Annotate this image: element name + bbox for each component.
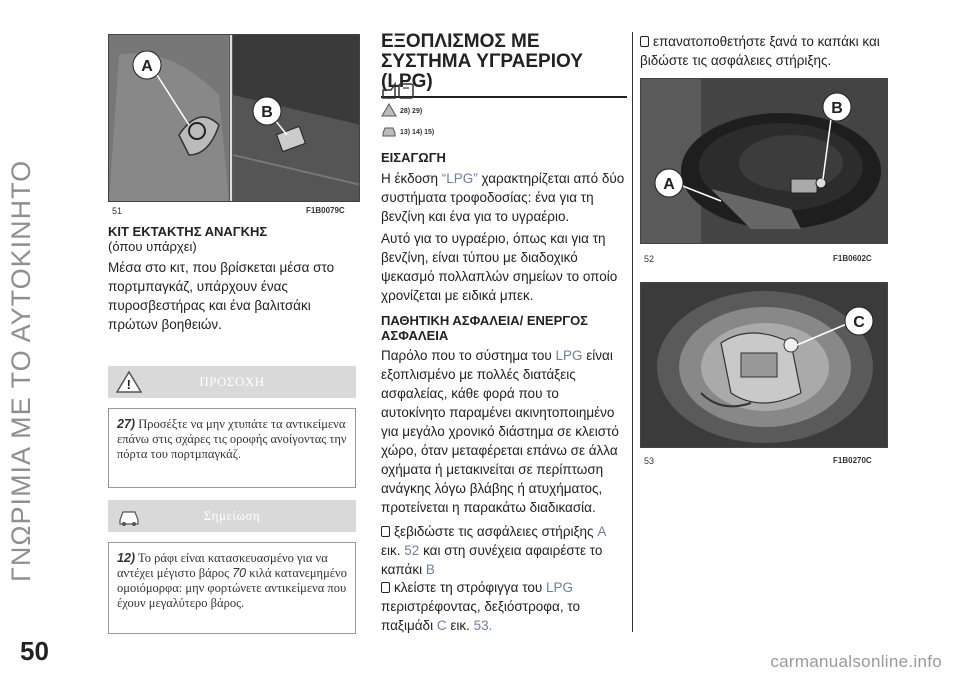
watermark: carmanualsonline.info	[770, 652, 942, 671]
figure-53-number: 53	[644, 456, 655, 466]
figure-51	[108, 34, 360, 202]
chapter-side-title: ΓΝΩΡΙΜΙΑ ΜΕ ΤΟ ΑΥΤΟΚΙΝΗΤΟ	[6, 159, 36, 582]
intro-lpg: “LPG”	[441, 171, 478, 186]
step-1-fig: 52	[404, 543, 420, 558]
note-text-2: κιλά κατανεμημένο ομοιόμορφα: μην φορτώνετε αντικείμενα που έχουν μεγαλύτερο βάρος.	[117, 566, 347, 610]
warning-ref-icon-1	[381, 103, 397, 117]
note-number: 12)	[117, 551, 136, 565]
kit-subtitle: (όπου υπάρχει)	[108, 239, 197, 254]
kit-title: ΚΙΤ ΕΚΤΑΚΤΗΣ ΑΝΑΓΚΗΣ (όπου υπάρχει)	[108, 224, 268, 254]
svg-text:!: !	[126, 377, 132, 392]
section-title: ΕΞΟΠΛΙΣΜΟΣ ΜΕ ΣΥΣΤΗΜΑ ΥΓΡΑΕΡΙΟΥ (LPG)	[381, 32, 627, 98]
note-refs: 13) 14) 15)	[400, 129, 435, 136]
figure-53-code: F1B0270C	[833, 456, 872, 465]
fig52-callout-a: A	[663, 176, 675, 193]
step-3: επανατοποθετήστε ξανά το καπάκι και βιδώστε τις ασφάλειες στήριξης.	[640, 34, 880, 68]
note-weight: 70	[232, 566, 247, 580]
fig52-callout-b: B	[831, 100, 843, 117]
figure-52-code: F1B0602C	[833, 254, 872, 263]
warning-refs: 28) 29)	[400, 108, 423, 115]
intro-heading: ΕΙΣΑΓΩΓΗ	[381, 150, 446, 165]
page-number: 50	[20, 636, 49, 666]
intro-paragraph: Η έκδοση “LPG” χαρακτηρίζεται από δύο συστήματα τροφοδοσίας: ένα για τη βενζίνη και ένα για το υγραέριο.	[381, 171, 625, 224]
car-note-icon	[116, 504, 142, 528]
fig51-callout-a: A	[141, 58, 153, 75]
step-2-ref-c: C	[436, 618, 447, 633]
safety-paragraph: Παρόλο που το σύστημα του LPG είναι εξοπλισμένο με πολλές διατάξεις ασφαλείας, κάθε φορά που το αυτοκίνητο παραμένει ακινητοποιημένο για μεγάλο χρονικό διάστημα σε κλειστό χώρο, όταν μεταφέρεται επάνω σε άλλα οχήματα ή μετακινείται σε περίπτωση ανάγκης λόγω βλάβης ή ατυχήματος, προτείνεται η παρακάτω διαδικασία.	[381, 348, 619, 515]
step-1-checkbox-icon	[381, 526, 390, 537]
step-2-lpg: LPG	[546, 580, 574, 595]
note-ref-icon	[381, 124, 397, 138]
kit-text: Μέσα στο κιτ, που βρίσκεται μέσα στο πορτμπαγκάζ, υπάρχουν ένας πυροσβεστήρας και ένα βαλιτσάκι πρώτων βοηθειών.	[108, 260, 335, 332]
note-bar	[108, 500, 356, 532]
safety-heading: ΠΑΘΗΤΙΚΗ ΑΣΦΑΛΕΙΑ/ ΕΝΕΡΓΟΣ ΑΣΦΑΛΕΙΑ	[381, 313, 588, 343]
step-1-ref-a: A	[597, 524, 606, 539]
lpg-fuel-icon	[381, 80, 419, 102]
figure-51-number: 51	[112, 206, 123, 216]
step-3-checkbox-icon	[640, 36, 649, 47]
figure-53	[640, 282, 888, 448]
injection-paragraph: Αυτό για το υγραέριο, όπως και για τη βενζίνη, είναι τύπου με διαδοχικό ψεκασμό πολλαπλών σημείων το οποίο χρονίζεται με ειδικά μπεκ.	[381, 231, 618, 303]
figure-52	[640, 78, 888, 244]
warning-number: 27)	[117, 417, 136, 431]
column-divider	[632, 32, 633, 632]
warning-bar	[108, 366, 356, 398]
fig53-callout-c: C	[853, 314, 865, 331]
warning-label: ΠΡΟΣΟΧΗ	[199, 374, 265, 389]
step-2: κλείστε τη στρόφιγγα του LPG περιστρέφοντας, δεξιόστροφα, το παξιμάδι C εικ. 53.	[381, 580, 580, 633]
step-2-checkbox-icon	[381, 582, 390, 593]
figure-52-image	[641, 79, 888, 244]
step-1: ξεβιδώστε τις ασφάλειες στήριξης A εικ. 52 και στη συνέχεια αφαιρέστε το καπάκι B	[381, 524, 606, 577]
step-2-fig: 53.	[473, 618, 493, 633]
fig51-callout-b: B	[261, 104, 273, 121]
note-box	[108, 542, 356, 634]
warning-triangle-icon	[116, 370, 142, 394]
warning-box	[108, 408, 356, 488]
step-1-ref-b: B	[425, 562, 435, 577]
note-text-1: Το ράφι είναι κατασκευασμένο για να αντέχει μέγιστο βάρος	[117, 551, 328, 580]
warning-text: Προσέξτε να μην χτυπάτε τα αντικείμενα επάνω στις σχάρες τις οροφής ανοίγοντας την πόρτα του πορτμπαγκάζ.	[117, 417, 347, 461]
figure-51-image	[109, 35, 360, 202]
safety-lpg: LPG	[555, 348, 583, 363]
note-label: Σημείωση	[203, 508, 261, 523]
figure-52-number: 52	[644, 254, 655, 264]
figure-53-image	[641, 283, 888, 448]
figure-51-code: F1B0079C	[306, 206, 345, 215]
